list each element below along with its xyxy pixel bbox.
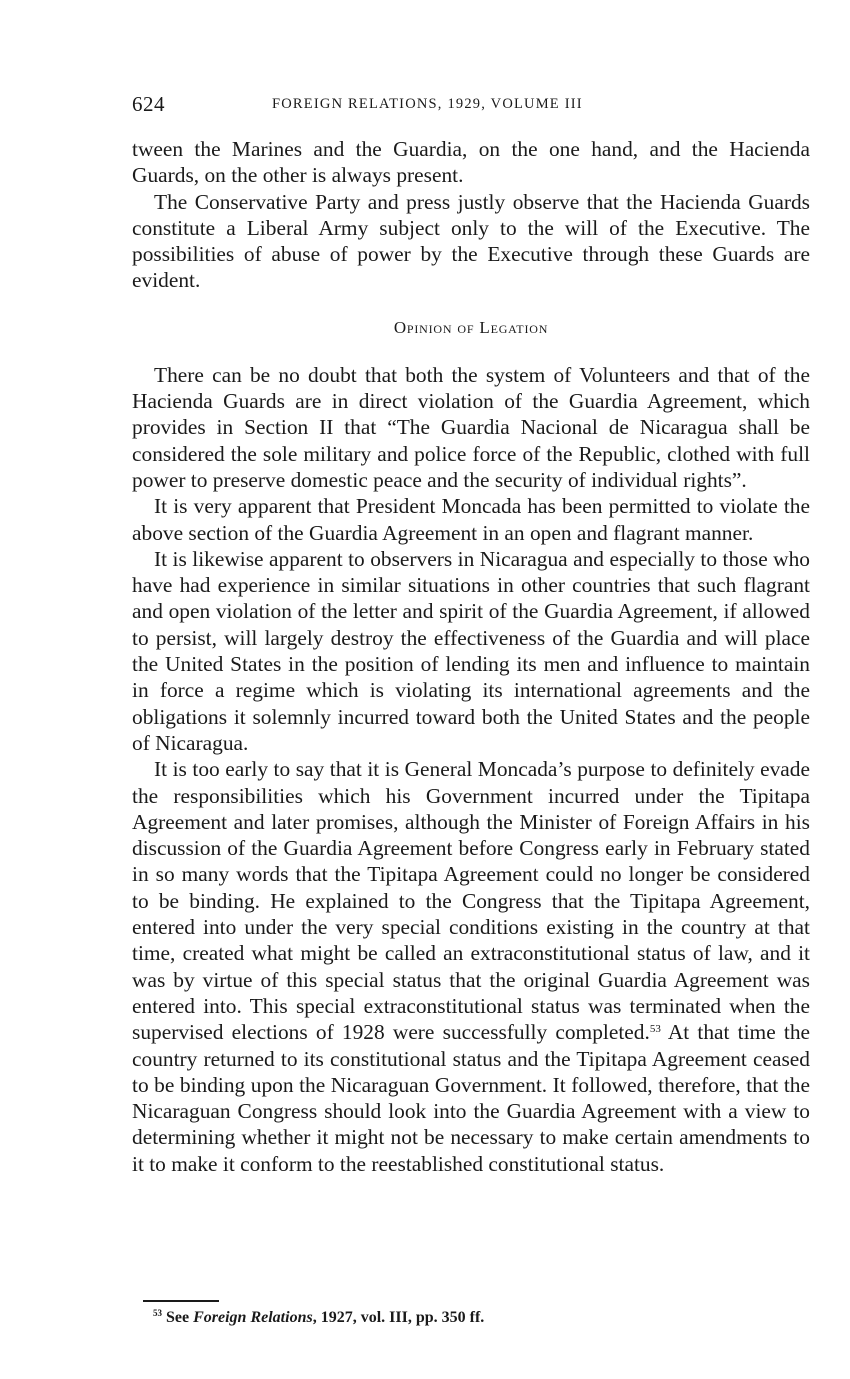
paragraph-tipitapa-part1: It is too early to say that it is General Moncada’s purpose to definitely evade the responsibilities which his Government incurred under the Tipitapa Agreement and later promises, although the Minister of Foreign Affairs in his discussion of the Guardia Agreement before Congress early in February stated in so many words that the Tipitapa Agreement could no longer be considered to be binding. He explained to the Congress that the Tipitapa Agreement, entered into under the very special conditions existing in the country at that time, created what might be called an extraconstitutional status of law, and it was by virtue of this special status that the original Guardia Agreement was entered into. This special extraconstitutional status was terminated when the supervised elections of 1928 were successfully completed.	[132, 757, 810, 1045]
body-text	[132, 136, 810, 1177]
footnote-reference[interactable]: 53	[649, 1023, 661, 1036]
footnote-title: Foreign Relations	[193, 1309, 313, 1326]
paragraph-tipitapa-part2: At that time the country returned to its constitutional status and the Tipitapa Agreement ceased to be binding upon the Nicaraguan Government. It followed, therefore, that the Nicaraguan Congress should look into the Guardia Agreement with a view to determining whether it might not be necessary to make certain amendments to it to make it conform to the reestablished constitutional status.	[132, 1020, 811, 1176]
footnote-divider	[143, 1300, 219, 1302]
running-head: FOREIGN RELATIONS, 1929, VOLUME III	[272, 96, 583, 112]
footnote-marker: 53	[153, 1308, 162, 1318]
paragraph-continuation: tween the Marines and the Guardia, on the one hand, and the Hacienda Guards, on the other is always present.	[132, 137, 810, 188]
section-heading: Opinion of Legation	[393, 317, 549, 337]
paragraph-apparent-violation: It is very apparent that President Moncada has been permitted to violate the above section of the Guardia Agreement in an open and flagrant manner.	[132, 494, 810, 545]
page-header	[132, 92, 812, 122]
footnote-prefix: See	[166, 1309, 194, 1326]
page-number: 624	[132, 92, 165, 116]
paragraph-observers: It is likewise apparent to observers in Nicaragua and especially to those who have had experience in similar situations in other countries that such flagrant and open violation of the letter and spirit of the Guardia Agreement, if allowed to persist, will largely destroy the effectiveness of the Guardia and will place the United States in the position of lending its men and influence to maintain in force a regime which is violating its international agreements and the obligations it solemnly incurred toward both the United States and the people of Nicaragua.	[132, 546, 810, 755]
paragraph-conservative-party: The Conservative Party and press justly observe that the Hacienda Guards constitute a Liberal Army subject only to the will of the Executive. The possibilities of abuse of power by the Executive through these Guards are evident.	[132, 189, 810, 293]
footnote-suffix: , 1927, vol. III, pp. 350 ff.	[312, 1309, 485, 1326]
footnote	[153, 1309, 484, 1327]
paragraph-tipitapa	[132, 756, 810, 1177]
paragraph-direct-violation: There can be no doubt that both the system of Volunteers and that of the Hacienda Guards are in direct violation of the Guardia Agreement, which provides in Section II that “The Guardia Nacional de Nicaragua shall be considered the sole military and police force of the Republic, clothed with full power to preserve domestic peace and the security of individual rights”.	[132, 362, 810, 492]
